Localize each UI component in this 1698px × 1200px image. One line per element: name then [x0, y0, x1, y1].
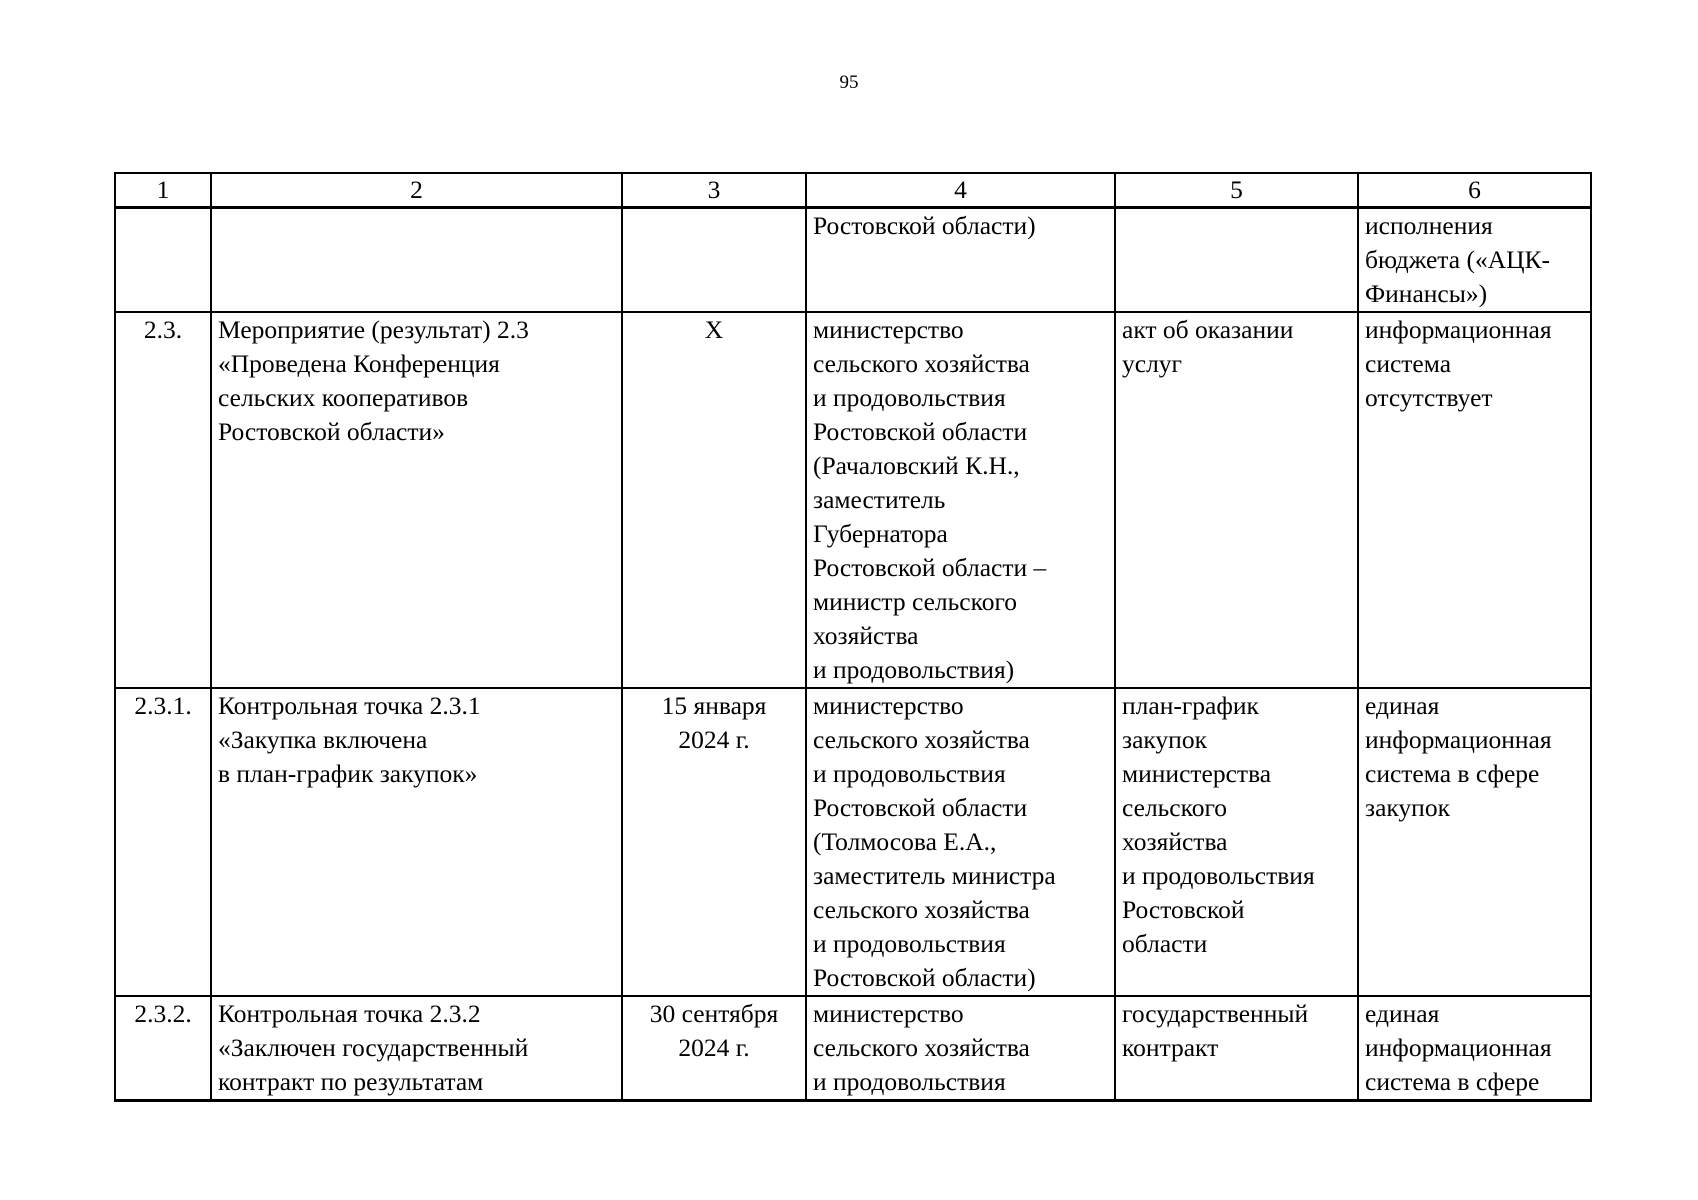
cell-text-line: исполнения [1365, 211, 1493, 240]
responsible-cell [806, 996, 1115, 1101]
cell-text-line: Ростовской [1122, 895, 1245, 924]
cell-text-line: Ростовской области) [813, 963, 1036, 992]
activity-name-cell [211, 688, 622, 996]
cell-text-line: Ростовской области – [813, 553, 1047, 582]
cell-text-line: бюджета («АЦК- [1365, 245, 1551, 274]
cell-text-line: хозяйства [1122, 827, 1228, 856]
activities-table [114, 172, 1592, 1102]
cell-text-line: хозяйства [813, 621, 919, 650]
activity-name-cell [211, 208, 622, 313]
cell-text-line: «Заключен государственный [218, 1033, 529, 1062]
row-number-cell [115, 208, 211, 313]
cell-text-line: и продовольствия [813, 1067, 1006, 1096]
cell-text-line: (Толмосова Е.А., [813, 827, 997, 856]
column-header-3: 3 [622, 173, 806, 208]
cell-text-line: сельского хозяйства [813, 1033, 1030, 1062]
cell-text-line: информационная [1365, 315, 1552, 344]
cell-text-line: Контрольная точка 2.3.2 [218, 999, 481, 1028]
row-number-cell [115, 312, 211, 688]
cell-text-line: заместитель министра [813, 861, 1056, 890]
cell-text-line: система в сфере [1365, 759, 1540, 788]
cell-text-line: система в сфере [1365, 1067, 1540, 1096]
document-cell [1115, 688, 1358, 996]
cell-text-line: сельского [1122, 793, 1228, 822]
cell-text-line: Ростовской области» [218, 417, 445, 446]
information-system-cell [1358, 312, 1591, 688]
cell-text-line: Контрольная точка 2.3.1 [218, 691, 481, 720]
responsible-cell [806, 208, 1115, 313]
cell-text-line: министерство [813, 315, 964, 344]
document-cell [1115, 208, 1358, 313]
deadline-cell [622, 208, 806, 313]
responsible-cell [806, 688, 1115, 996]
cell-text-line: министр сельского [813, 587, 1018, 616]
cell-text-line: (Рачаловский К.Н., [813, 451, 1020, 480]
cell-text-line: заместитель [813, 485, 946, 514]
document-cell [1115, 312, 1358, 688]
cell-text-line: и продовольствия [813, 383, 1006, 412]
cell-text-line: 15 января [661, 691, 767, 720]
cell-text-line: «Проведена Конференция [218, 349, 500, 378]
deadline-cell [622, 996, 806, 1101]
information-system-cell [1358, 996, 1591, 1101]
cell-text-line: единая [1365, 691, 1440, 720]
cell-text-line: Губернатора [813, 519, 948, 548]
cell-text-line: информационная [1365, 725, 1552, 754]
document-cell [1115, 996, 1358, 1101]
activity-name-cell [211, 312, 622, 688]
cell-text-line: отсутствует [1365, 383, 1493, 412]
cell-text-line: и продовольствия [813, 929, 1006, 958]
cell-text-line: информационная [1365, 1033, 1552, 1062]
cell-text-line: Х [704, 315, 724, 344]
cell-text-line: закупок [1365, 793, 1450, 822]
cell-text-line: и продовольствия [813, 759, 1006, 788]
deadline-cell [622, 312, 806, 688]
responsible-cell [806, 312, 1115, 688]
column-header-1: 1 [115, 173, 211, 208]
cell-text-line: 30 сентября [649, 999, 779, 1028]
cell-text-line: сельских кооперативов [218, 383, 469, 412]
table-row [115, 996, 1591, 1101]
cell-text-line: и продовольствия) [813, 655, 1015, 684]
cell-text-line: контракт по результатам [218, 1067, 484, 1096]
page-number: 95 [839, 72, 859, 93]
table-row [115, 312, 1591, 688]
cell-text-line: Мероприятие (результат) 2.3 [218, 315, 529, 344]
column-header-5: 5 [1115, 173, 1358, 208]
cell-text-line: 2.3. [143, 315, 183, 344]
cell-text-line: акт об оказании [1122, 315, 1294, 344]
cell-text-line: закупок [1122, 725, 1207, 754]
cell-text-line: 2024 г. [678, 725, 750, 754]
activity-name-cell [211, 996, 622, 1101]
column-header-4: 4 [806, 173, 1115, 208]
cell-text-line: сельского хозяйства [813, 349, 1030, 378]
column-header-6: 6 [1358, 173, 1591, 208]
cell-text-line: 2.3.1. [134, 691, 192, 720]
information-system-cell [1358, 688, 1591, 996]
cell-text-line: Ростовской области) [813, 211, 1036, 240]
cell-text-line: Ростовской области [813, 417, 1028, 446]
information-system-cell [1358, 208, 1591, 313]
cell-text-line: «Закупка включена [218, 725, 428, 754]
cell-text-line: единая [1365, 999, 1440, 1028]
deadline-cell [622, 688, 806, 996]
cell-text-line: министерство [813, 999, 964, 1028]
cell-text-line: сельского хозяйства [813, 725, 1030, 754]
cell-text-line: и продовольствия [1122, 861, 1315, 890]
cell-text-line: 2.3.2. [134, 999, 192, 1028]
cell-text-line: сельского хозяйства [813, 895, 1030, 924]
row-number-cell [115, 688, 211, 996]
row-number-cell [115, 996, 211, 1101]
cell-text-line: 2024 г. [678, 1033, 750, 1062]
cell-text-line: услуг [1122, 349, 1183, 378]
cell-text-line: контракт [1122, 1033, 1219, 1062]
table-header-row [115, 173, 1591, 208]
cell-text-line: Финансы») [1365, 279, 1488, 308]
cell-text-line: министерство [813, 691, 964, 720]
cell-text-line: государственный [1122, 999, 1309, 1028]
cell-text-line: система [1365, 349, 1452, 378]
cell-text-line: план-график [1122, 691, 1259, 720]
cell-text-line: в план-график закупок» [218, 759, 478, 788]
cell-text-line: Ростовской области [813, 793, 1028, 822]
cell-text-line: области [1122, 929, 1208, 958]
table-row [115, 208, 1591, 313]
column-header-2: 2 [211, 173, 622, 208]
cell-text-line: министерства [1122, 759, 1272, 788]
table-row [115, 688, 1591, 996]
